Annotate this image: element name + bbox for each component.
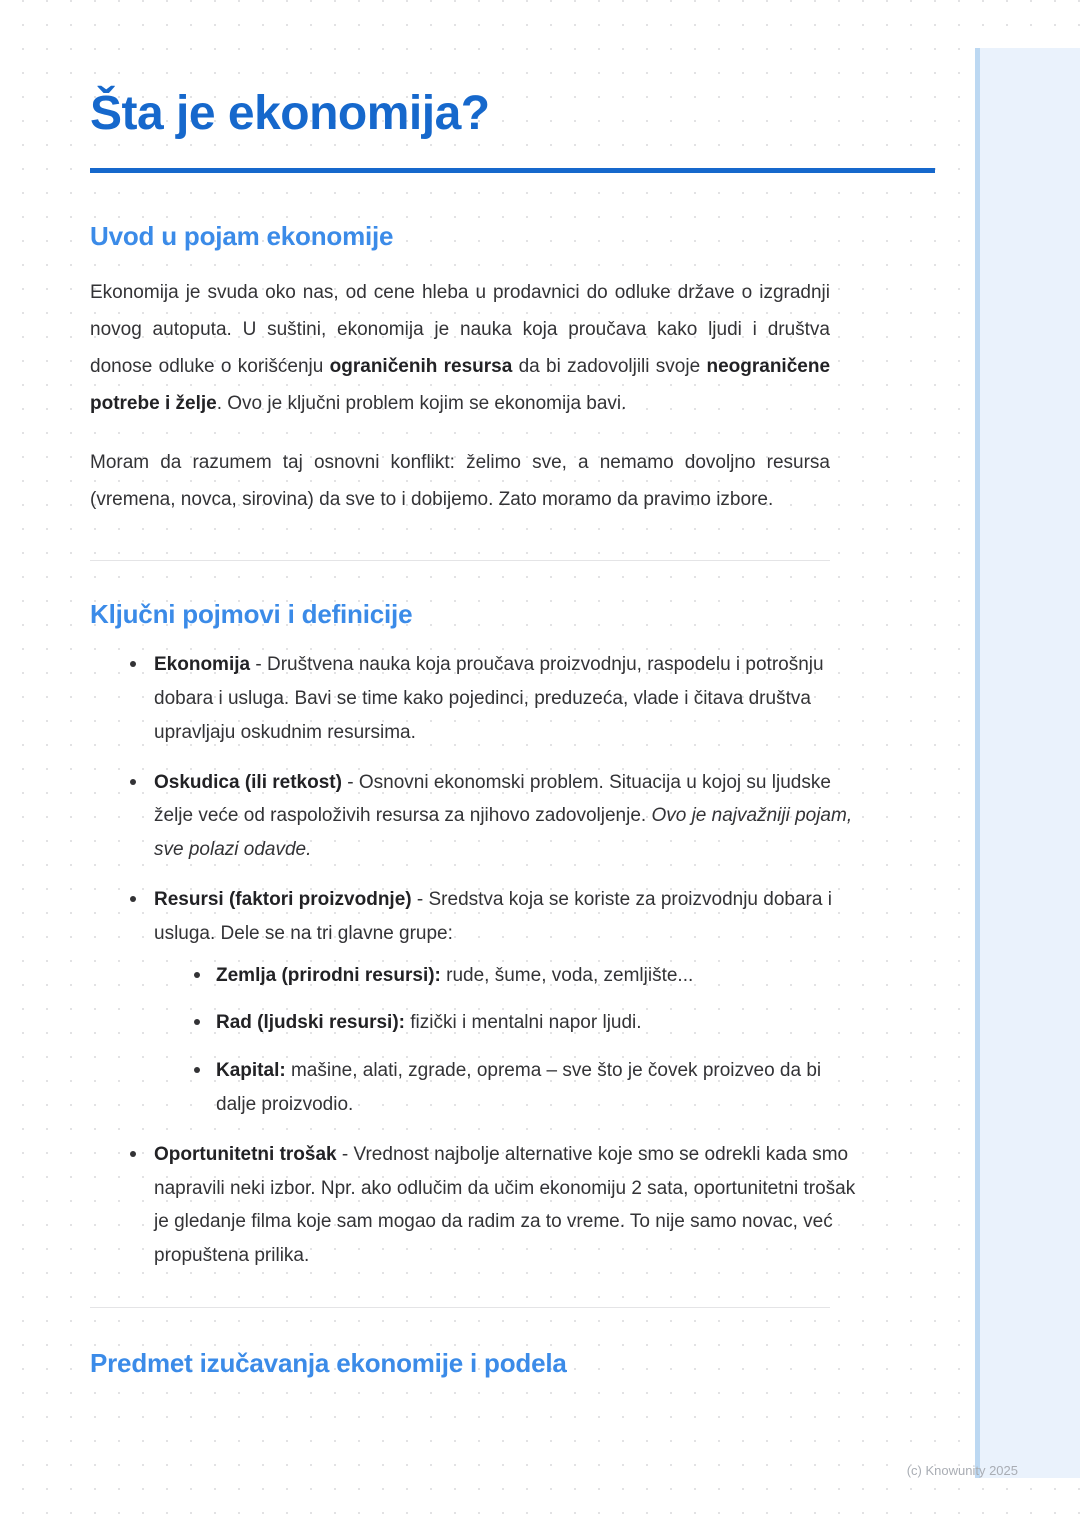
list-item <box>124 766 864 867</box>
term-label: Ekonomija <box>154 654 251 676</box>
intro-p1-bold-limited-resources: ograničenih resursa <box>329 355 513 377</box>
sub-term-label: Kapital: <box>216 1060 286 1082</box>
list-item <box>188 1054 864 1122</box>
key-terms-list <box>90 630 864 1273</box>
term-separator: - <box>250 654 267 676</box>
term-separator: - <box>411 888 429 910</box>
term-separator: - <box>341 771 359 793</box>
sub-term-definition: mašine, alati, zgrade, oprema – sve što je čovek proizveo da bi dalje proizvodio. <box>216 1060 822 1116</box>
page-title: Šta je ekonomija? <box>90 87 490 140</box>
term-label: Oportunitetni trošak <box>154 1143 337 1165</box>
intro-p1-bold-unlimited-needs: neograničene potrebe i želje <box>90 355 831 414</box>
term-label: Oskudica (ili retkost) <box>154 771 342 793</box>
list-item <box>124 883 864 1122</box>
term-definition: Vrednost najbolje alternative koje smo se odrekli kada smo napravili neki izbor. Npr. ako odlučim da učim ekonomiju 2 sata, oportunitetni trošak je gledanje filma koje sam mogao da radim za to vreme. To nije samo novac, već propuštena prilika. <box>154 1143 856 1267</box>
section-heading-subject: Predmet izučavanja ekonomije i podela <box>90 1348 567 1379</box>
term-separator: - <box>336 1143 354 1165</box>
intro-paragraph-1 <box>90 252 830 422</box>
term-definition: Sredstva koja se koriste za proizvodnju dobara i usluga. Dele se na tri glavne grupe: <box>154 888 832 944</box>
resource-sub-list <box>154 959 864 1122</box>
sub-term-definition: fizički i mentalni napor ljudi. <box>405 1012 642 1034</box>
intro-p1-part1: Ekonomija je svuda oko nas, od cene hleba u prodavnici do odluke države o izgradnji novog autoputa. U suštini, ekonomija je nauka koja proučava kako ljudi i društva donose odluke o korišćenju <box>90 281 830 377</box>
term-italic-note: Ovo je najvažniji pojam, sve polazi odavde. <box>154 805 853 861</box>
intro-p1-part3: . Ovo je ključni problem kojim se ekonomija bavi. <box>216 392 627 414</box>
term-label: Resursi (faktori proizvodnje) <box>154 888 412 910</box>
right-side-panel <box>975 48 1080 1478</box>
intro-paragraph-2: Moram da razumem taj osnovni konflikt: želimo sve, a nemamo dovoljno resursa (vremena, novca, sirovina) da sve to i dobijemo. Zato moramo da pravimo izbore. <box>90 452 830 511</box>
list-item <box>188 959 864 993</box>
footer-credit: (c) Knowunity 2025 <box>906 1463 1018 1478</box>
list-item <box>124 1138 864 1273</box>
sub-term-label: Zemlja (prirodni resursi): <box>216 964 441 986</box>
list-item <box>124 648 864 749</box>
section-heading-intro: Uvod u pojam ekonomije <box>90 220 394 251</box>
intro-p1-part2: da bi zadovoljili svoje <box>512 355 707 377</box>
sub-term-definition: rude, šume, voda, zemljište... <box>440 964 694 986</box>
section-heading-key-terms: Ključni pojmovi i definicije <box>90 599 413 630</box>
term-definition: Osnovni ekonomski problem. Situacija u kojoj su ljudske želje veće od raspoloživih resursa za njihovo zadovoljenje. <box>154 771 831 827</box>
term-definition: Društvena nauka koja proučava proizvodnju, raspodelu i potrošnju dobara i usluga. Bavi se time kako pojedinci, preduzeća, vlade i čitava društva upravljaju oskudnim resursima. <box>154 654 824 743</box>
sub-term-label: Rad (ljudski resursi): <box>216 1012 405 1034</box>
list-item <box>188 1006 864 1040</box>
